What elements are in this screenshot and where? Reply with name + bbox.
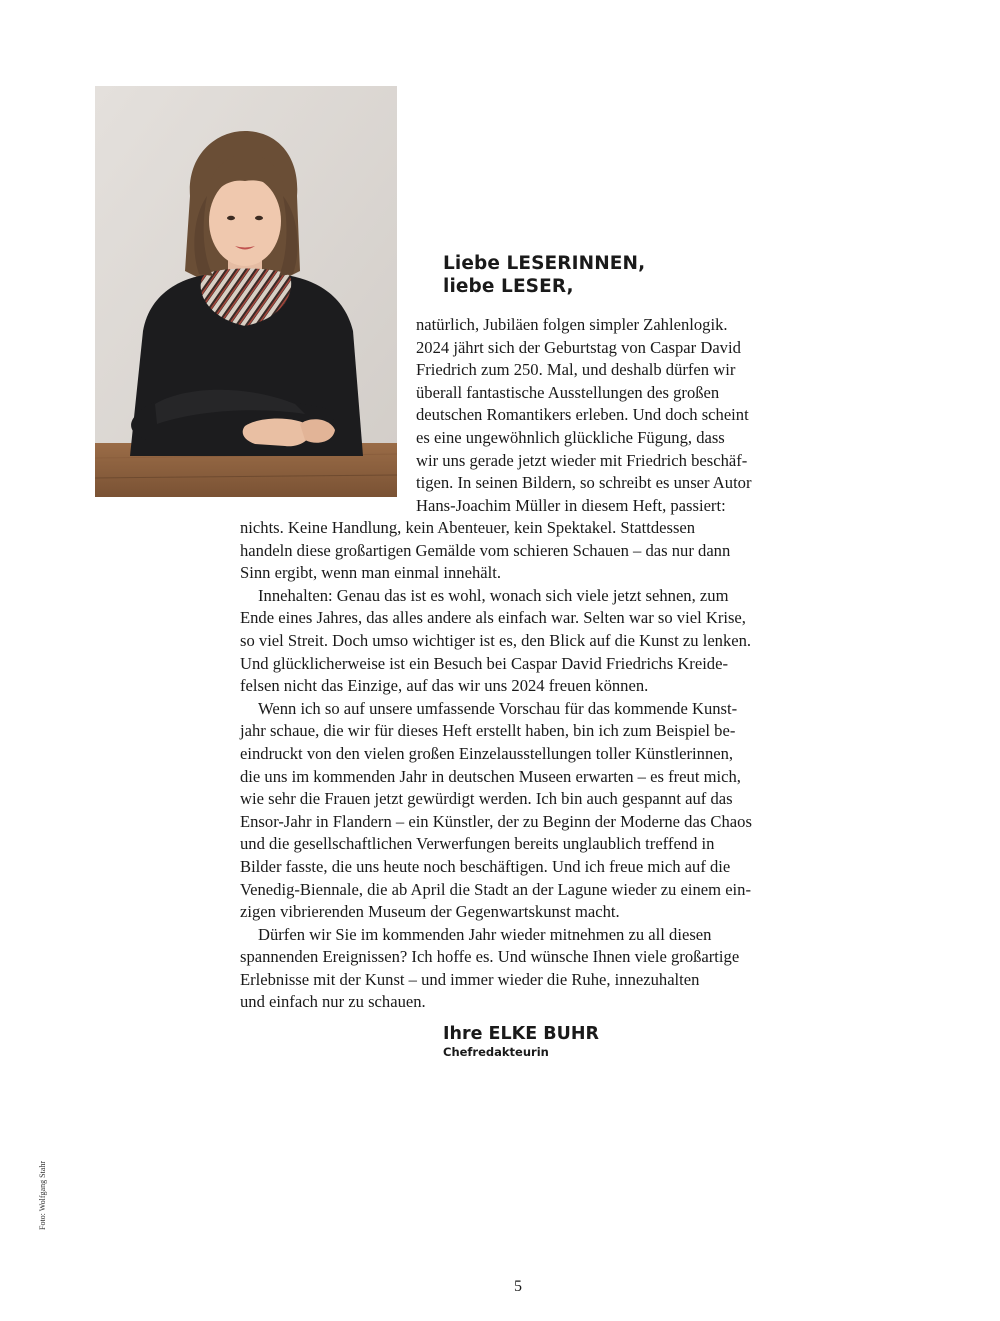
body-line: zigen vibrierenden Museum der Gegenwartskunst macht. [240,902,620,922]
body-line: überall fantastische Ausstellungen des großen [416,382,720,402]
salutation-line-2: liebe LESER, [443,276,574,297]
body-line: spannenden Ereignissen? Ich hoffe es. Und wünsche Ihnen viele großartige [240,947,740,967]
body-line: Ende eines Jahres, das alles andere als einfach war. Selten war so viel Krise, [240,608,746,628]
page-number: 5 [514,1278,522,1295]
body-line: 2024 jährt sich der Geburtstag von Caspar David [416,337,741,357]
body-line: wie sehr die Frauen jetzt gewürdigt werden. Ich bin auch gespannt auf das [240,789,733,809]
signature-role: Chefredakteurin [443,1045,549,1059]
editorial-body-text [240,517,752,1014]
signature-name: Ihre ELKE BUHR [443,1024,599,1044]
body-line: Bilder fasste, die uns heute noch beschäftigen. Und ich freue mich auf die [240,856,731,876]
body-line: und einfach nur zu schauen. [240,992,426,1012]
signature-block [443,1023,599,1059]
body-line: Friedrich zum 250. Mal, und deshalb dürfen wir [416,360,736,380]
body-line: so viel Streit. Doch umso wichtiger ist es, den Blick auf die Kunst zu lenken. [240,630,752,650]
body-line: natürlich, Jubiläen folgen simpler Zahlenlogik. [416,315,728,334]
author-portrait-photo [95,86,397,497]
body-line: tigen. In seinen Bildern, so schreibt es unser Autor [416,473,752,493]
body-line: Erlebnisse mit der Kunst – und immer wieder die Ruhe, innezuhalten [240,969,700,989]
salutation-heading [443,252,645,298]
body-line: Venedig-Biennale, die ab April die Stadt an der Lagune wieder zu einem ein- [240,879,751,899]
body-line: die uns im kommenden Jahr in deutschen Museen erwarten – es freut mich, [240,766,741,786]
editorial-intro-text [416,314,752,517]
body-line: Hans-Joachim Müller in diesem Heft, passiert: [416,495,726,515]
body-line: jahr schaue, die wir für dieses Heft erstellt haben, bin ich zum Beispiel be- [240,721,736,741]
body-line: eindruckt von den vielen großen Einzelausstellungen toller Künstlerinnen, [240,743,734,763]
body-line: handeln diese großartigen Gemälde vom schieren Schauen – das nur dann [240,540,731,560]
body-line: Und glücklicherweise ist ein Besuch bei Caspar David Friedrichs Kreide- [240,653,728,673]
body-line: nichts. Keine Handlung, kein Abenteuer, kein Spektakel. Stattdessen [240,518,696,537]
body-line: felsen nicht das Einzige, auf das wir uns 2024 freuen können. [240,676,649,696]
photo-credit: Foto: Wolfgang Stahr [38,1161,47,1230]
body-line: Wenn ich so auf unsere umfassende Vorschau für das kommende Kunst- [258,698,738,718]
body-line: es eine ungewöhnlich glückliche Fügung, dass [416,427,725,447]
body-line: wir uns gerade jetzt wieder mit Friedrich beschäf- [416,450,748,470]
salutation-line-1: Liebe LESERINNEN, [443,253,646,274]
body-line: Ensor-Jahr in Flandern – ein Künstler, der zu Beginn der Moderne das Chaos [240,811,752,831]
body-line: Innehalten: Genau das ist es wohl, wonach sich viele jetzt sehnen, zum [258,585,729,605]
body-line: deutschen Romantikers erleben. Und doch scheint [416,405,749,425]
body-line: Dürfen wir Sie im kommenden Jahr wieder mitnehmen zu all diesen [258,924,712,944]
body-line: und die gesellschaftlichen Verwerfungen bereits unglaublich treffend in [240,834,715,854]
body-line: Sinn ergibt, wenn man einmal innehält. [240,563,501,583]
